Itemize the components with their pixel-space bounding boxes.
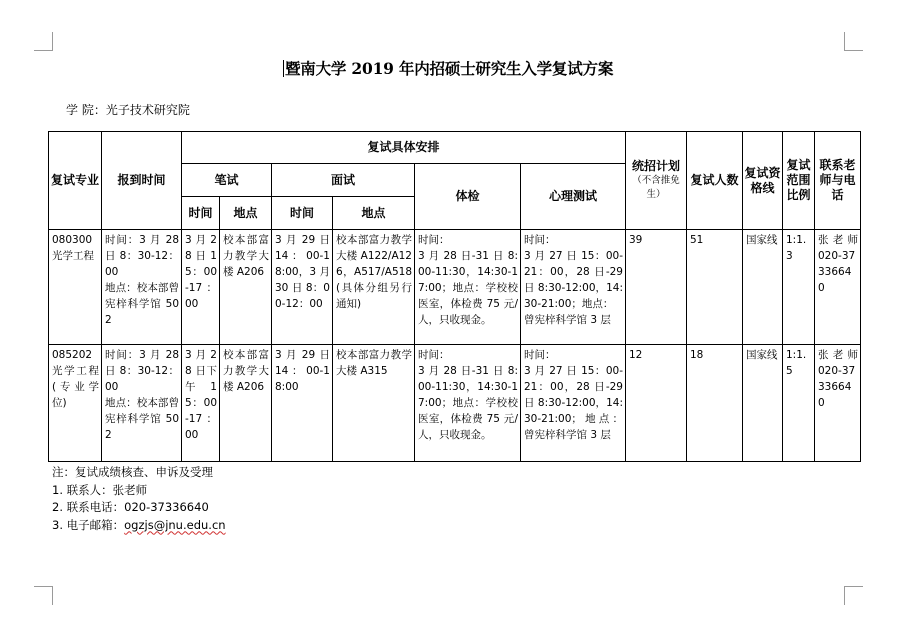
cell-major: 080300 光学工程: [49, 230, 102, 345]
notes-email-line: [52, 517, 226, 535]
cell-written-place: 校本部富力教学大楼 A206: [220, 345, 272, 462]
crop-mark-bottom-right: [844, 586, 863, 605]
cell-interview-place: 校本部富力教学大楼 A122/A126，A517/A518(具体分组另行通知): [333, 230, 415, 345]
cell-written-place: 校本部富力教学大楼 A206: [220, 230, 272, 345]
header-schedule: 复试具体安排: [182, 132, 626, 164]
header-written: 笔试: [182, 164, 272, 197]
document-title-text: 暨南大学 2019 年内招硕士研究生入学复试方案: [285, 59, 614, 78]
header-report-time: 报到时间: [102, 132, 182, 230]
cell-written-time: 3 月 28 日 15：00-17：00: [182, 230, 220, 345]
header-interview-time: 时间: [272, 197, 333, 230]
cell-interview-time: 3 月 29 日 14：00-18:00: [272, 345, 333, 462]
header-physical: 体检: [415, 164, 521, 230]
cell-psych: 时间： 3 月 27 日 15：00-21：00，28 日-29 日 8:30-12:00，14:30-21:00；地点： 曾宪梓科学馆 3 层: [521, 230, 626, 345]
header-interview: 面试: [272, 164, 415, 197]
crop-mark-bottom-left: [34, 586, 53, 605]
cell-interview-time: 3 月 29 日 14：00-18:00，3 月 30 日 8：00-12：00: [272, 230, 333, 345]
cell-report: 时间：3 月 28 日 8：30-12：00 地点：校本部曾宪梓科学馆 502: [102, 345, 182, 462]
cell-count: 51: [687, 230, 743, 345]
cell-contact: 张老师 020-37336640: [815, 230, 861, 345]
header-written-time: 时间: [182, 197, 220, 230]
header-interview-place: 地点: [333, 197, 415, 230]
notes-section: [52, 464, 226, 534]
cell-ratio: 1:1.3: [783, 230, 815, 345]
college-line: 学 院：光子技术研究院: [66, 103, 190, 117]
cell-line: 国家线: [743, 345, 783, 462]
cell-psych: 时间： 3 月 27 日 15：00-21：00，28 日-29 日 8:30-12:00，14:30-21:00；地点：曾宪梓科学馆 3 层: [521, 345, 626, 462]
cell-quota: 12: [626, 345, 687, 462]
cell-contact: 张老师 020-37336640: [815, 345, 861, 462]
header-contact: 联系老师与电话: [815, 132, 861, 230]
cell-ratio: 1:1.5: [783, 345, 815, 462]
header-quota-label: 统招计划: [631, 159, 680, 173]
header-quota-note: （不含推免生）: [632, 175, 680, 200]
notes-email: ogzjs@jnu.edu.cn: [124, 517, 226, 532]
document-title[interactable]: [283, 57, 613, 79]
notes-phone: 2. 联系电话：020-37336640: [52, 500, 209, 514]
notes-heading: 注：复试成绩核查、申诉及受理: [52, 465, 213, 479]
table-row: [49, 230, 861, 345]
cell-written-time: 3 月 28 日下午 15：00-17：00: [182, 345, 220, 462]
notes-email-label: 3. 电子邮箱：: [52, 517, 125, 532]
cell-report: 时间：3 月 28 日 8：30-12：00 地点：校本部曾宪梓科学馆 502: [102, 230, 182, 345]
text-cursor: [283, 60, 284, 77]
header-count: 复试人数: [687, 132, 743, 230]
header-psych: 心理测试: [521, 164, 626, 230]
cell-count: 18: [687, 345, 743, 462]
cell-quota: 39: [626, 230, 687, 345]
cell-line: 国家线: [743, 230, 783, 345]
header-written-place: 地点: [220, 197, 272, 230]
crop-mark-top-left: [34, 32, 53, 51]
cell-interview-place: 校本部富力教学大楼 A315: [333, 345, 415, 462]
crop-mark-top-right: [844, 32, 863, 51]
retest-schedule-table: [48, 131, 861, 462]
header-line: 复试资格线: [743, 132, 783, 230]
header-quota: [626, 132, 687, 230]
header-ratio: 复试范围比例: [783, 132, 815, 230]
header-major: 复试专业: [49, 132, 102, 230]
notes-contact-person: 1. 联系人：张老师: [52, 482, 148, 497]
table-row: [49, 345, 861, 462]
cell-physical: 时间： 3 月 28 日-31 日 8:00-11:30，14:30-17:00；地点：学校校医室，体检费 75 元/人，只收现金。: [415, 345, 521, 462]
cell-major: 085202 光学工程(专业学位): [49, 345, 102, 462]
cell-physical: 时间： 3 月 28 日-31 日 8:00-11:30，14:30-17:00；地点：学校校医室，体检费 75 元/人，只收现金。: [415, 230, 521, 345]
